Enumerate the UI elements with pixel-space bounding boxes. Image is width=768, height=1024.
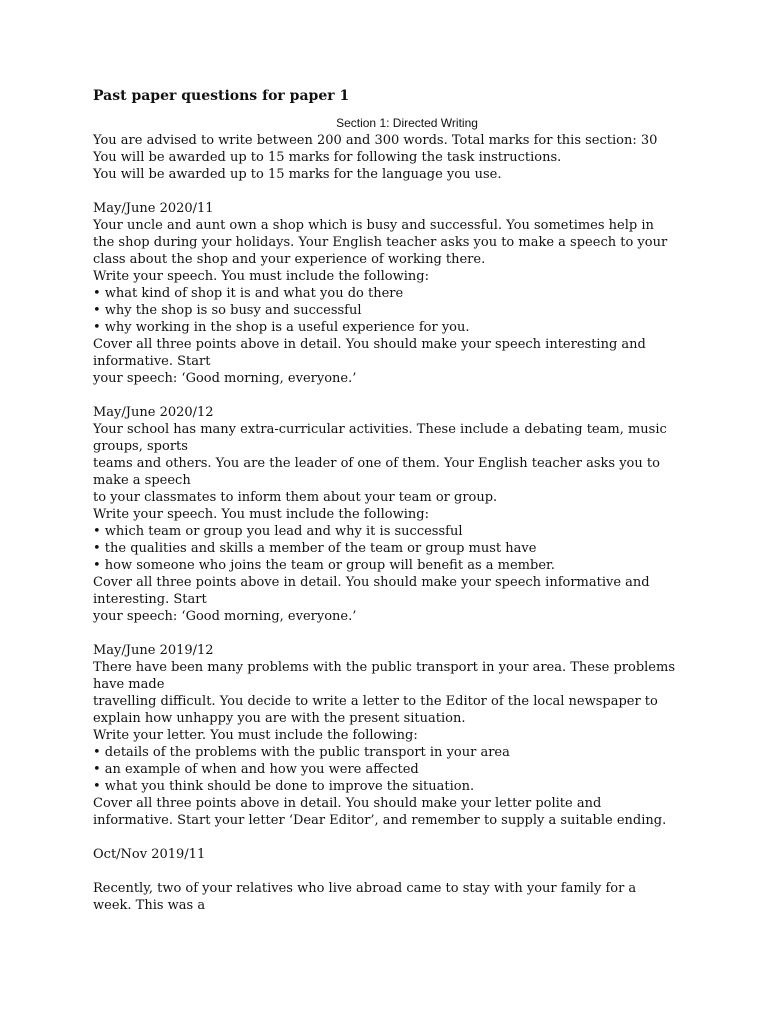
question-line: have made: [93, 677, 165, 692]
question-line: Write your letter. You must include the following:: [93, 728, 418, 743]
spacer: [93, 863, 683, 880]
question-block: [93, 642, 683, 829]
question-line: Your school has many extra-curricular activities. These include a debating team, music: [93, 422, 667, 437]
question-line: explain how unhappy you are with the present situation.: [93, 711, 466, 726]
question-heading: May/June 2019/12: [93, 643, 214, 658]
question-line: your speech: ‘Good morning, everyone.’: [93, 371, 357, 386]
bullet-item: • what you think should be done to improve the situation.: [93, 779, 475, 794]
intro-line: You will be awarded up to 15 marks for following the task instructions.: [93, 150, 562, 165]
question-line: your speech: ‘Good morning, everyone.’: [93, 609, 357, 624]
bullet-item: • an example of when and how you were affected: [93, 762, 419, 777]
question-line: teams and others. You are the leader of one of them. Your English teacher asks you to: [93, 456, 660, 471]
question-line: travelling difficult. You decide to write a letter to the Editor of the local newspaper to: [93, 694, 658, 709]
intro-block: [93, 132, 683, 183]
question-line: the shop during your holidays. Your English teacher asks you to make a speech to your: [93, 235, 668, 250]
spacer: [93, 829, 683, 846]
spacer: [93, 625, 683, 642]
bullet-item: • the qualities and skills a member of the team or group must have: [93, 541, 537, 556]
question-line: interesting. Start: [93, 592, 207, 607]
question-heading: Oct/Nov 2019/11: [93, 847, 206, 862]
question-heading: May/June 2020/12: [93, 405, 214, 420]
question-line: class about the shop and your experience of working there.: [93, 252, 486, 267]
question-line: groups, sports: [93, 439, 188, 454]
bullet-item: • which team or group you lead and why it is successful: [93, 524, 463, 539]
bullet-item: • what kind of shop it is and what you do there: [93, 286, 404, 301]
bullet-item: • why working in the shop is a useful experience for you.: [93, 320, 470, 335]
question-line: informative. Start your letter ‘Dear Editor’, and remember to supply a suitable ending.: [93, 813, 667, 828]
bullet-item: • why the shop is so busy and successful: [93, 303, 362, 318]
question-heading: May/June 2020/11: [93, 201, 214, 216]
question-line: to your classmates to inform them about your team or group.: [93, 490, 498, 505]
question-line: make a speech: [93, 473, 191, 488]
question-block: [93, 404, 683, 625]
section-heading: Section 1: Directed Writing: [336, 116, 478, 130]
question-block: [93, 200, 683, 387]
question-block: [93, 846, 683, 914]
question-line: Cover all three points above in detail. You should make your speech informative and: [93, 575, 650, 590]
question-line: Write your speech. You must include the following:: [93, 269, 429, 284]
question-line: Recently, two of your relatives who live abroad came to stay with your family for a: [93, 881, 637, 896]
question-line: Your uncle and aunt own a shop which is busy and successful. You sometimes help in: [93, 218, 654, 233]
bullet-item: • how someone who joins the team or group will benefit as a member.: [93, 558, 555, 573]
intro-line: You will be awarded up to 15 marks for the language you use.: [93, 167, 502, 182]
document-page: [93, 86, 683, 914]
spacer: [93, 387, 683, 404]
intro-line: You are advised to write between 200 and 300 words. Total marks for this section: 30: [93, 133, 658, 148]
question-line: There have been many problems with the public transport in your area. These problems: [93, 660, 676, 675]
question-line: week. This was a: [93, 898, 206, 913]
question-line: Cover all three points above in detail. You should make your letter polite and: [93, 796, 602, 811]
question-line: Write your speech. You must include the following:: [93, 507, 429, 522]
question-line: Cover all three points above in detail. You should make your speech interesting and: [93, 337, 646, 352]
question-line: informative. Start: [93, 354, 211, 369]
spacer: [93, 183, 683, 200]
bullet-item: • details of the problems with the public transport in your area: [93, 745, 510, 760]
document-title: Past paper questions for paper 1: [93, 88, 350, 104]
